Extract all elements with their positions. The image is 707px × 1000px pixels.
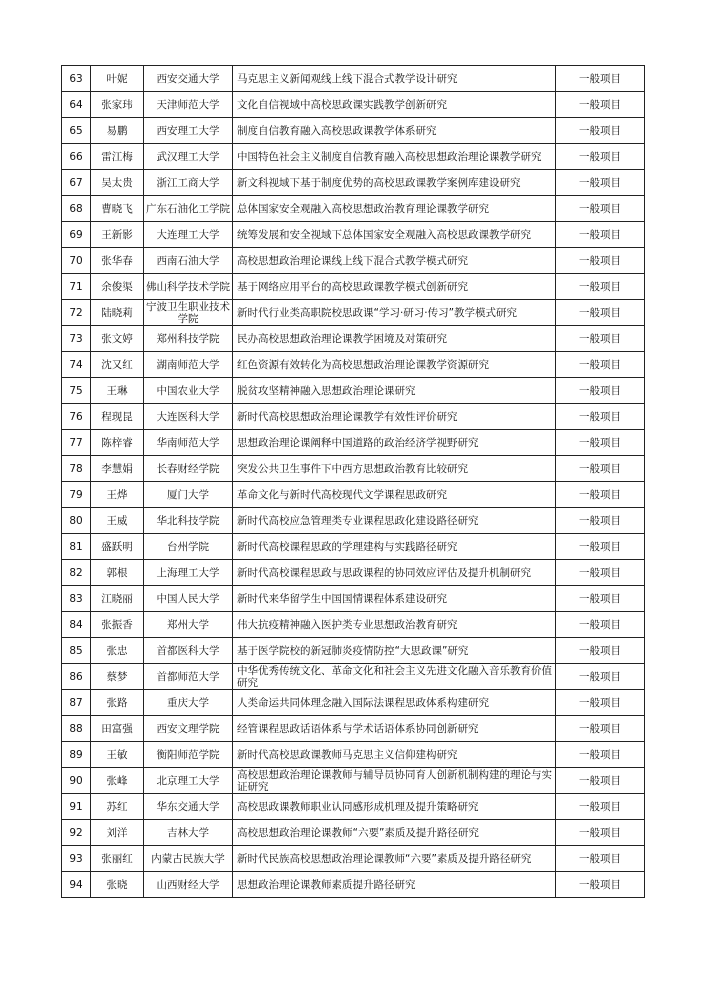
university-name: 吉林大学	[144, 820, 233, 846]
project-title: 新时代民族高校思想政治理论课教师“六要”素质及提升路径研究	[233, 846, 556, 872]
row-number: 66	[62, 144, 91, 170]
university-name: 宁波卫生职业技术学院	[144, 300, 233, 326]
row-number: 74	[62, 352, 91, 378]
table-row	[62, 664, 645, 690]
project-category: 一般项目	[556, 586, 645, 612]
project-title: 革命文化与新时代高校现代文学课程思政研究	[233, 482, 556, 508]
project-title: 思想政治理论课教师素质提升路径研究	[233, 872, 556, 898]
university-name: 内蒙古民族大学	[144, 846, 233, 872]
researcher-name: 郭根	[91, 560, 144, 586]
project-title: 新时代来华留学生中国国情课程体系建设研究	[233, 586, 556, 612]
researcher-name: 王烨	[91, 482, 144, 508]
row-number: 87	[62, 690, 91, 716]
row-number: 94	[62, 872, 91, 898]
table-row	[62, 456, 645, 482]
project-category: 一般项目	[556, 716, 645, 742]
project-title: 新时代高校课程思政与思政课程的协同效应评估及提升机制研究	[233, 560, 556, 586]
project-category: 一般项目	[556, 612, 645, 638]
university-name: 首都师范大学	[144, 664, 233, 690]
table-row	[62, 378, 645, 404]
project-category: 一般项目	[556, 274, 645, 300]
university-name: 天津师范大学	[144, 92, 233, 118]
table-row	[62, 66, 645, 92]
table-row	[62, 716, 645, 742]
researcher-name: 蔡梦	[91, 664, 144, 690]
researcher-name: 张路	[91, 690, 144, 716]
project-title: 中华优秀传统文化、革命文化和社会主义先进文化融入音乐教育价值研究	[233, 664, 556, 690]
researcher-name: 陆晓莉	[91, 300, 144, 326]
researcher-name: 李慧娟	[91, 456, 144, 482]
university-name: 台州学院	[144, 534, 233, 560]
university-name: 上海理工大学	[144, 560, 233, 586]
row-number: 80	[62, 508, 91, 534]
table-body	[62, 66, 645, 898]
project-title: 总体国家安全观融入高校思想政治教育理论课教学研究	[233, 196, 556, 222]
project-title: 高校思想政治理论课教师“六要”素质及提升路径研究	[233, 820, 556, 846]
table-row	[62, 300, 645, 326]
researcher-name: 张振香	[91, 612, 144, 638]
row-number: 92	[62, 820, 91, 846]
row-number: 89	[62, 742, 91, 768]
researcher-name: 张文婷	[91, 326, 144, 352]
project-title: 新时代行业类高职院校思政课“学习·研习·传习”教学模式研究	[233, 300, 556, 326]
row-number: 82	[62, 560, 91, 586]
row-number: 68	[62, 196, 91, 222]
university-name: 西安理工大学	[144, 118, 233, 144]
row-number: 91	[62, 794, 91, 820]
row-number: 86	[62, 664, 91, 690]
university-name: 湖南师范大学	[144, 352, 233, 378]
table-row	[62, 92, 645, 118]
project-category: 一般项目	[556, 352, 645, 378]
researcher-name: 王新影	[91, 222, 144, 248]
researcher-name: 叶妮	[91, 66, 144, 92]
project-category: 一般项目	[556, 872, 645, 898]
project-title: 红色资源有效转化为高校思想政治理论课教学资源研究	[233, 352, 556, 378]
project-category: 一般项目	[556, 404, 645, 430]
university-name: 山西财经大学	[144, 872, 233, 898]
researcher-name: 张晓	[91, 872, 144, 898]
project-title: 马克思主义新闻观线上线下混合式教学设计研究	[233, 66, 556, 92]
university-name: 厦门大学	[144, 482, 233, 508]
table-row	[62, 534, 645, 560]
project-category: 一般项目	[556, 118, 645, 144]
university-name: 武汉理工大学	[144, 144, 233, 170]
table-row	[62, 118, 645, 144]
researcher-name: 江晓丽	[91, 586, 144, 612]
project-title: 经管课程思政话语体系与学术话语体系协同创新研究	[233, 716, 556, 742]
project-title: 新时代高校应急管理类专业课程思政化建设路径研究	[233, 508, 556, 534]
table-row	[62, 846, 645, 872]
table-row	[62, 560, 645, 586]
project-category: 一般项目	[556, 456, 645, 482]
university-name: 中国人民大学	[144, 586, 233, 612]
researcher-name: 张华春	[91, 248, 144, 274]
project-category: 一般项目	[556, 92, 645, 118]
row-number: 65	[62, 118, 91, 144]
project-title: 新时代高校思政课教师马克思主义信仰建构研究	[233, 742, 556, 768]
project-title: 脱贫攻坚精神融入思想政治理论课研究	[233, 378, 556, 404]
project-title: 高校思想政治理论课线上线下混合式教学模式研究	[233, 248, 556, 274]
project-list-table	[61, 65, 645, 898]
university-name: 佛山科学技术学院	[144, 274, 233, 300]
university-name: 西安文理学院	[144, 716, 233, 742]
row-number: 75	[62, 378, 91, 404]
university-name: 浙江工商大学	[144, 170, 233, 196]
project-category: 一般项目	[556, 690, 645, 716]
project-category: 一般项目	[556, 820, 645, 846]
university-name: 北京理工大学	[144, 768, 233, 794]
row-number: 67	[62, 170, 91, 196]
researcher-name: 吴太贵	[91, 170, 144, 196]
project-category: 一般项目	[556, 742, 645, 768]
researcher-name: 王琳	[91, 378, 144, 404]
researcher-name: 张峰	[91, 768, 144, 794]
university-name: 郑州科技学院	[144, 326, 233, 352]
university-name: 中国农业大学	[144, 378, 233, 404]
university-name: 华南师范大学	[144, 430, 233, 456]
project-category: 一般项目	[556, 66, 645, 92]
project-title: 思想政治理论课阐释中国道路的政治经济学视野研究	[233, 430, 556, 456]
project-category: 一般项目	[556, 300, 645, 326]
project-title: 新时代高校课程思政的学理建构与实践路径研究	[233, 534, 556, 560]
researcher-name: 苏红	[91, 794, 144, 820]
researcher-name: 雷江梅	[91, 144, 144, 170]
row-number: 63	[62, 66, 91, 92]
researcher-name: 曹晓飞	[91, 196, 144, 222]
project-category: 一般项目	[556, 326, 645, 352]
project-title: 突发公共卫生事件下中西方思想政治教育比较研究	[233, 456, 556, 482]
project-category: 一般项目	[556, 794, 645, 820]
researcher-name: 易鹏	[91, 118, 144, 144]
project-title: 制度自信教育融入高校思政课教学体系研究	[233, 118, 556, 144]
row-number: 77	[62, 430, 91, 456]
project-category: 一般项目	[556, 846, 645, 872]
table-row	[62, 482, 645, 508]
table-row	[62, 820, 645, 846]
project-category: 一般项目	[556, 508, 645, 534]
row-number: 81	[62, 534, 91, 560]
table-row	[62, 872, 645, 898]
project-category: 一般项目	[556, 248, 645, 274]
row-number: 84	[62, 612, 91, 638]
researcher-name: 张家玮	[91, 92, 144, 118]
university-name: 重庆大学	[144, 690, 233, 716]
project-title: 统筹发展和安全视域下总体国家安全观融入高校思政课教学研究	[233, 222, 556, 248]
project-category: 一般项目	[556, 560, 645, 586]
row-number: 88	[62, 716, 91, 742]
researcher-name: 陈梓睿	[91, 430, 144, 456]
project-category: 一般项目	[556, 534, 645, 560]
project-category: 一般项目	[556, 638, 645, 664]
row-number: 76	[62, 404, 91, 430]
row-number: 69	[62, 222, 91, 248]
row-number: 70	[62, 248, 91, 274]
university-name: 华北科技学院	[144, 508, 233, 534]
researcher-name: 田富强	[91, 716, 144, 742]
researcher-name: 张丽红	[91, 846, 144, 872]
row-number: 90	[62, 768, 91, 794]
researcher-name: 刘洋	[91, 820, 144, 846]
researcher-name: 余俊渠	[91, 274, 144, 300]
row-number: 78	[62, 456, 91, 482]
project-title: 高校思想政治理论课教师与辅导员协同育人创新机制构建的理论与实证研究	[233, 768, 556, 794]
university-name: 郑州大学	[144, 612, 233, 638]
researcher-name: 张忠	[91, 638, 144, 664]
table-row	[62, 638, 645, 664]
university-name: 西安交通大学	[144, 66, 233, 92]
project-category: 一般项目	[556, 222, 645, 248]
project-title: 中国特色社会主义制度自信教育融入高校思想政治理论课教学研究	[233, 144, 556, 170]
row-number: 72	[62, 300, 91, 326]
university-name: 广东石油化工学院	[144, 196, 233, 222]
table-row	[62, 768, 645, 794]
table-row	[62, 144, 645, 170]
project-title: 民办高校思想政治理论课教学困境及对策研究	[233, 326, 556, 352]
project-title: 伟大抗疫精神融入医护类专业思想政治教育研究	[233, 612, 556, 638]
table-row	[62, 742, 645, 768]
project-category: 一般项目	[556, 430, 645, 456]
researcher-name: 王威	[91, 508, 144, 534]
project-title: 高校思政课教师职业认同感形成机理及提升策略研究	[233, 794, 556, 820]
table-row	[62, 196, 645, 222]
university-name: 西南石油大学	[144, 248, 233, 274]
table-row	[62, 690, 645, 716]
table-row	[62, 326, 645, 352]
table-row	[62, 352, 645, 378]
researcher-name: 盛跃明	[91, 534, 144, 560]
university-name: 大连理工大学	[144, 222, 233, 248]
table-row	[62, 586, 645, 612]
table-row	[62, 170, 645, 196]
researcher-name: 程现昆	[91, 404, 144, 430]
project-category: 一般项目	[556, 664, 645, 690]
project-title: 基于网络应用平台的高校思政课教学模式创新研究	[233, 274, 556, 300]
row-number: 83	[62, 586, 91, 612]
project-category: 一般项目	[556, 170, 645, 196]
researcher-name: 王敏	[91, 742, 144, 768]
table-row	[62, 222, 645, 248]
project-category: 一般项目	[556, 378, 645, 404]
row-number: 73	[62, 326, 91, 352]
table-row	[62, 794, 645, 820]
project-category: 一般项目	[556, 144, 645, 170]
table-row	[62, 430, 645, 456]
table-row	[62, 404, 645, 430]
project-title: 基于医学院校的新冠肺炎疫情防控“大思政课”研究	[233, 638, 556, 664]
project-title: 新文科视域下基于制度优势的高校思政课教学案例库建设研究	[233, 170, 556, 196]
row-number: 64	[62, 92, 91, 118]
row-number: 71	[62, 274, 91, 300]
project-category: 一般项目	[556, 196, 645, 222]
university-name: 华东交通大学	[144, 794, 233, 820]
project-category: 一般项目	[556, 768, 645, 794]
row-number: 79	[62, 482, 91, 508]
project-title: 人类命运共同体理念融入国际法课程思政体系构建研究	[233, 690, 556, 716]
table-row	[62, 274, 645, 300]
project-title: 文化自信视域中高校思政课实践教学创新研究	[233, 92, 556, 118]
university-name: 衡阳师范学院	[144, 742, 233, 768]
university-name: 首都医科大学	[144, 638, 233, 664]
project-title: 新时代高校思想政治理论课教学有效性评价研究	[233, 404, 556, 430]
project-category: 一般项目	[556, 482, 645, 508]
researcher-name: 沈又红	[91, 352, 144, 378]
row-number: 93	[62, 846, 91, 872]
table-row	[62, 248, 645, 274]
table-row	[62, 612, 645, 638]
university-name: 大连医科大学	[144, 404, 233, 430]
table-row	[62, 508, 645, 534]
university-name: 长春财经学院	[144, 456, 233, 482]
row-number: 85	[62, 638, 91, 664]
